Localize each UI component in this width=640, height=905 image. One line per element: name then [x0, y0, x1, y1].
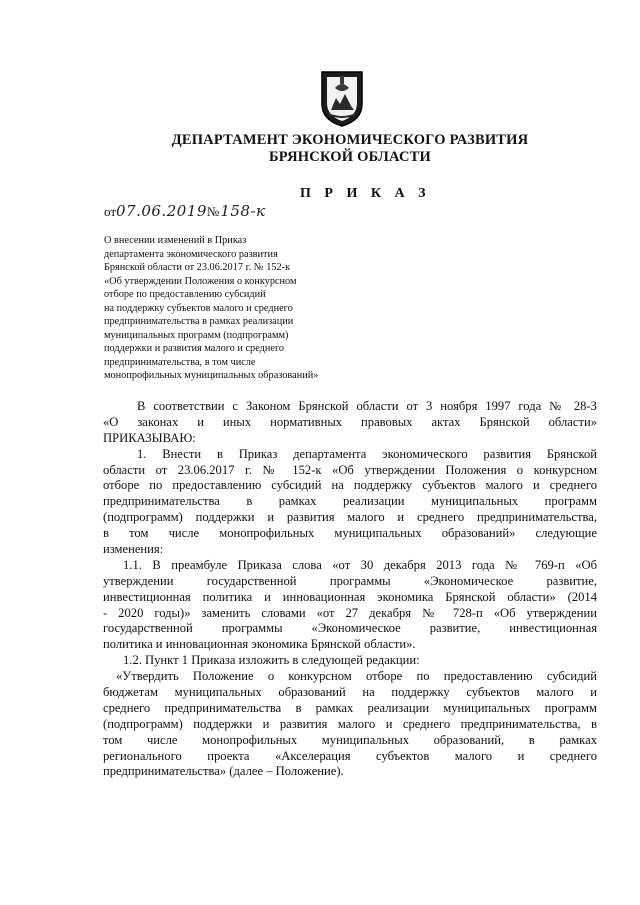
- subject-line: департамента экономического развития: [104, 248, 278, 260]
- body-line: - 2020 годы)» заменить словами «от 27 декабря № 728-п «Об утверждении: [103, 605, 597, 620]
- subject-line: предпринимательства в рамках реализации: [104, 316, 294, 328]
- body-line: политика и инновационная экономика Брянской области».: [103, 637, 416, 652]
- order-body: [103, 399, 597, 780]
- subject-line: О внесении изменений в Приказ: [104, 235, 247, 246]
- department-title-line1: ДЕПАРТАМЕНТ ЭКОНОМИЧЕСКОГО РАЗВИТИЯ: [171, 132, 529, 148]
- order-subject: [104, 234, 384, 383]
- body-line: 1.1. В преамбуле Приказа слова «от 30 декабря 2013 года № 769-п «Об: [123, 557, 597, 572]
- body-line: 1.2. Пункт 1 Приказа изложить в следующей редакции:: [123, 653, 420, 668]
- department-title-line2: БРЯНСКОЙ ОБЛАСТИ: [269, 149, 431, 165]
- subject-line: предпринимательства, в том числе: [104, 356, 256, 368]
- body-line: 1. Внести в Приказ департамента экономического развития Брянской: [137, 446, 597, 461]
- body-line: (подпрограмм) поддержки и развития малого и среднего предпринимательства, в: [103, 716, 597, 731]
- subject-line: на поддержку субъектов малого и среднего: [104, 302, 293, 314]
- number-sign: №: [206, 204, 220, 219]
- handwritten-number: 158-к: [220, 202, 266, 220]
- body-line: «О законах и иных нормативных правовых актах Брянской области»: [103, 414, 597, 429]
- body-line: изменения:: [103, 542, 164, 557]
- body-line: «Утвердить Положение о конкурсном отборе по предоставлению субсидий: [116, 669, 597, 684]
- subject-line: Брянской области от 23.06.2017 г. № 152-к: [104, 262, 291, 274]
- body-line: (подпрограмм) поддержки и развития малого и среднего предпринимательства,: [103, 510, 597, 525]
- body-line: предпринимательства» (далее – Положение).: [103, 764, 344, 779]
- body-line: регионального проекта «Акселерация субъектов малого и среднего: [103, 748, 597, 763]
- handwritten-date: 07.06.2019: [116, 202, 207, 220]
- department-title: [150, 132, 550, 166]
- body-line: области от 23.06.2017 г. № 152-к «Об утверждении Положения о конкурсном: [103, 462, 597, 477]
- body-line: том числе монопрофильных муниципальных образований, в рамках: [103, 732, 597, 747]
- body-line: в том числе монопрофильных муниципальных образований» следующие: [103, 526, 597, 541]
- order-date-number: [104, 202, 265, 220]
- body-line: государственной программы «Экономическое развитие, инвестиционная: [103, 621, 597, 636]
- subject-line: поддержки и развития малого и среднего: [104, 343, 285, 355]
- body-line: среднего предпринимательства в рамках реализации муниципальных программ: [103, 700, 597, 715]
- body-line: отборе по предоставлению субсидий на поддержку субъектов малого и среднего: [103, 478, 597, 493]
- body-line: инвестиционная политика и инновационная экономика Брянской области» (2014: [103, 589, 597, 604]
- subject-line: монопрофильных муниципальных образований»: [104, 370, 319, 382]
- date-prefix: от: [104, 204, 117, 219]
- body-line: В соответствии с Законом Брянской области от 3 ноября 1997 года № 28-З: [137, 399, 597, 413]
- bryansk-coat-of-arms-icon: [318, 68, 366, 128]
- subject-line: муниципальных программ (подпрограмм): [104, 329, 289, 341]
- body-line: ПРИКАЗЫВАЮ:: [103, 430, 196, 445]
- body-line: бюджетам муниципальных образований на поддержку субъектов малого и: [103, 685, 597, 700]
- body-line: предпринимательства в рамках реализации муниципальных программ: [103, 494, 597, 509]
- subject-line: отборе по предоставлению субсидий: [104, 289, 266, 301]
- body-line: утверждении государственной программы «Экономическое развитие,: [103, 573, 597, 588]
- order-title: П Р И К А З: [300, 186, 431, 201]
- subject-line: «Об утверждении Положения о конкурсном: [104, 275, 297, 287]
